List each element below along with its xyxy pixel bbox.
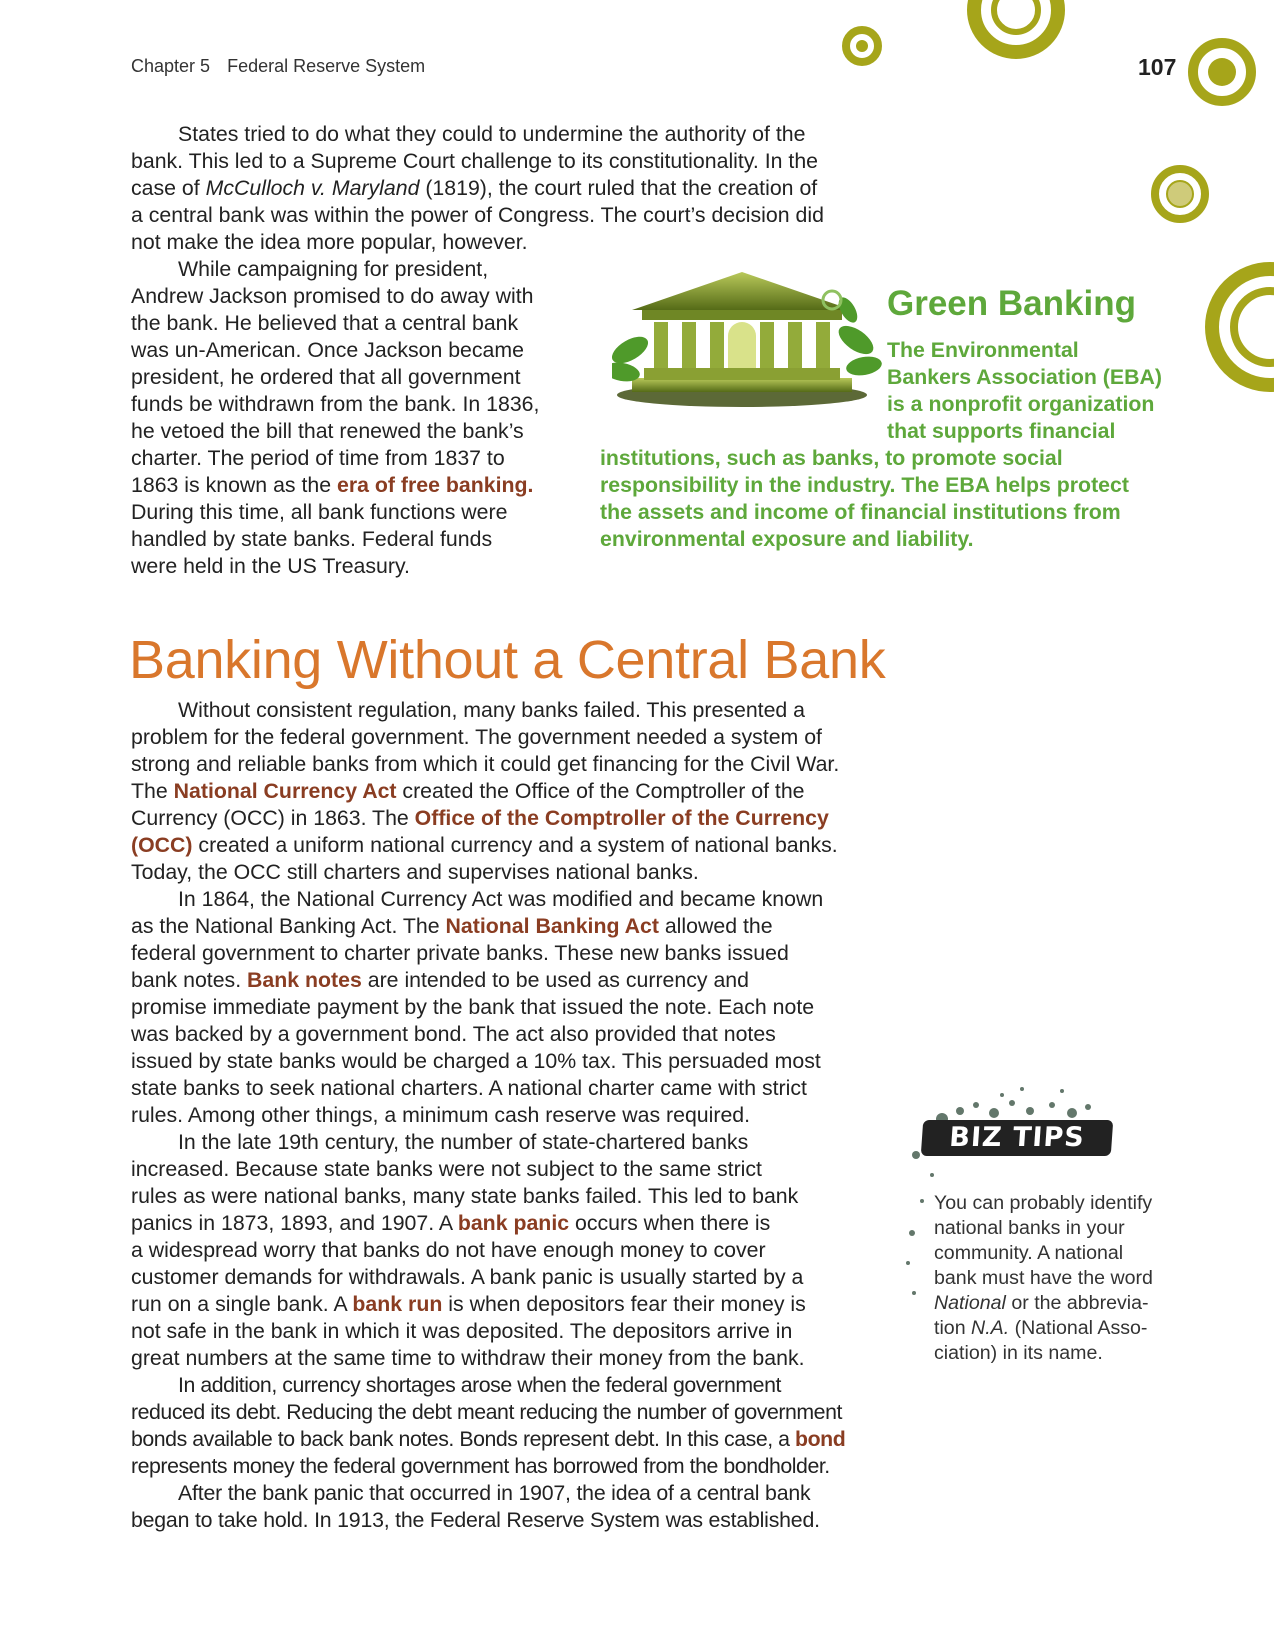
term-national-currency-act: National Currency Act — [173, 779, 397, 803]
section-paragraph-1: Without consistent regulation, many banks failed. This presented a problem for the federal government. The government needed a system of strong and reliable banks from which it could get financing for the Civil War. The National Currency Act created the Office of the Comptroller of the Currency (OCC) in 1863. The Office of the Comptroller of the Currency (OCC) created a uniform national currency and a system of national banks. Today, the OCC still charters and supervises national banks. — [131, 698, 840, 884]
section-paragraph-5: After the bank panic that occurred in 1907, the idea of a central bank began to take hold. In 1913, the Federal Reserve System was established. — [131, 1481, 820, 1532]
page-number: 107 — [1138, 54, 1177, 80]
term-bond: bond — [795, 1427, 846, 1451]
green-bank-building-icon — [612, 270, 882, 410]
term-occ-abbrev: (OCC) — [131, 833, 193, 857]
biz-tips-body: You can probably identify national banks in your community. A national bank must have the word National or the abbrevia- tion N.A. (National Asso- ciation) in its name. — [934, 1192, 1153, 1364]
term-national: National — [934, 1292, 1006, 1314]
term-bank-run: bank run — [352, 1292, 443, 1316]
term-bank-notes: Bank notes — [247, 968, 362, 992]
green-banking-body-continued: institutions, such as banks, to promote social responsibility in the industry. The EBA helps protect the assets and income of financial institutions from environmental exposure and liability. — [600, 446, 1129, 551]
ring-large-top — [974, 0, 1058, 52]
term-national-banking-act: National Banking Act — [445, 914, 659, 938]
term-na: N.A. — [971, 1317, 1010, 1339]
chapter-label: Chapter 5 — [131, 56, 211, 76]
section-paragraph-2: In 1864, the National Currency Act was modified and became known as the National Banking Act. The National Banking Act allowed the federal government to charter private banks. These new banks issued bank notes. Bank notes are intended to be used as currency and promise immediate payment by the bank that issued the note. Each note was backed by a government bond. The act also provided that notes issued by state banks would be charged a 10% tax. This persuaded most state banks to seek national charters. A national charter came with strict rules. Among other things, a minimum cash reserve was required. — [131, 887, 824, 1127]
term-bank-panic: bank panic — [457, 1211, 570, 1235]
section-paragraph-4: In addition, currency shortages arose when the federal government reduced its debt. Reducing the debt meant reducing the number of government bonds available to back bank notes. Bonds represent debt. In this case, a bond represents money the federal government has borrowed from the bondholder. — [131, 1373, 846, 1478]
term-occ: Office of the Comptroller of the Currency — [414, 806, 829, 830]
green-banking-body: The Environmental Bankers Association (EBA) is a nonprofit organization that supports financial — [887, 338, 1162, 443]
section-heading: Banking Without a Central Bank — [129, 630, 886, 690]
term-era-of-free-banking: era of free banking. — [337, 473, 534, 497]
intro-paragraph-2: While campaigning for president, Andrew Jackson promised to do away with the bank. He believed that a central bank was un-American. Once Jackson became president, he ordered that all government funds be withdrawn from the bank. In 1836, he vetoed the bill that renewed the bank’s charter. The period of time from 1837 to 1863 is known as the era of free banking. During this time, all bank functions were handled by state banks. Federal funds were held in the US Treasury. — [131, 257, 540, 578]
ring-edge-right — [1212, 269, 1274, 385]
green-banking-title: Green Banking — [887, 284, 1136, 323]
biz-tips-title: BIZ TIPS — [921, 1120, 1114, 1156]
intro-paragraph-1: States tried to do what they could to undermine the authority of the bank. This led to a Supreme Court challenge to its constitutionality. In the case of McCulloch v. Maryland (1819), the court ruled that the creation of a central bank was within the power of Congress. The court’s decision did not make the idea more popular, however. — [131, 122, 824, 254]
bond-line: bonds available to back bank notes. Bonds represent debt. In this case, a bond — [131, 1427, 846, 1451]
section-paragraph-3: In the late 19th century, the number of state-chartered banks increased. Because state banks were not subject to the same strict rules as were national banks, many state banks failed. This led to bank panics in 1873, 1893, and 1907. A bank panic occurs when there is a widespread worry that banks do not have enough money to cover customer demands for withdrawals. A bank panic is usually started by a run on a single bank. A bank run is when depositors fear their money is not safe in the bank in which it was deposited. The depositors arrive in great numbers at the same time to withdraw their money from the bank. — [131, 1130, 806, 1370]
chapter-title: Federal Reserve System — [227, 56, 426, 76]
case-name: McCulloch v. Maryland — [205, 176, 420, 200]
